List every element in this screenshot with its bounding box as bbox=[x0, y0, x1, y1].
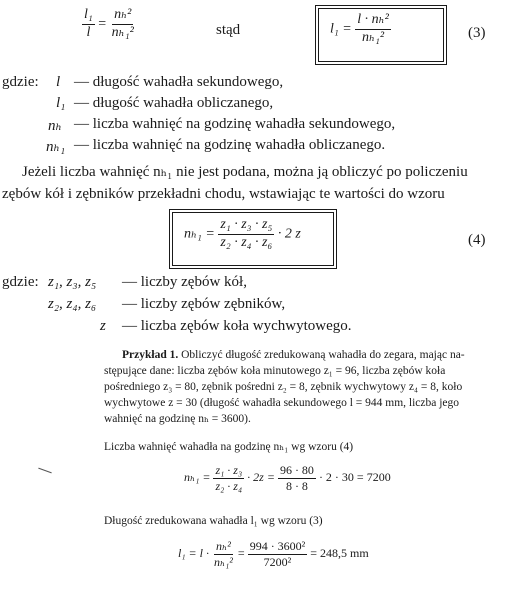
example-calc-1: nₕ₁ = $\frac{\text{z₁ · z₃}}{\text{z₂ · z₄}}$ · 2z = $\frac{96 \cdot 80}{8 \cdot 8}$ · 2 · 30 = 7200 bbox=[184, 463, 391, 493]
where1-text-2: — liczba wahnięć na godzinę wahadła sekundowego, bbox=[74, 116, 396, 132]
where1-text-1: — długość wahadła obliczanego, bbox=[74, 95, 274, 111]
where1-text-3: — liczba wahnięć na godzinę wahadła obliczanego. bbox=[74, 137, 386, 153]
example-first-line bbox=[122, 348, 465, 364]
where1-sym-0: l bbox=[56, 74, 61, 90]
where2-text-0: — liczby zębów kół, bbox=[122, 274, 247, 290]
where1-sym-3: nₕ₁ bbox=[46, 139, 66, 155]
example-title: Przykład 1. bbox=[122, 349, 179, 361]
equation-number-3: (3) bbox=[468, 25, 486, 41]
where2-text-2: — liczba zębów koła wychwytowego. bbox=[122, 318, 352, 334]
where-label-1: gdzie: bbox=[2, 74, 39, 90]
equation-number-4: (4) bbox=[468, 232, 486, 248]
formula-3-left-fraction: $\frac{\text{l₁}}{l}$ = $\frac{\text{nₕ²}}{\text{nₕ₁²}}$ bbox=[84, 7, 134, 40]
example-line-0: Obliczyć długość zredukowaną wahadła do zegara, mając na- bbox=[181, 349, 465, 361]
where2-sym-2: z bbox=[100, 318, 106, 334]
formula-4: nₕ₁ = $\frac{\text{z₁ · z₃ · z₅}}{\text{z₂ · z₄ · z₆}}$ · 2 z bbox=[184, 217, 301, 250]
where-label-2: gdzie: bbox=[2, 274, 39, 290]
example-step-2: Długość zredukowana wahadła l₁ wg wzoru (3) bbox=[104, 515, 323, 527]
example-calc-2: l₁ = l · $\frac{\text{nₕ²}}{\text{nₕ₁²}}$ = $\frac{\text{994 · 3600²}}{\text{7200²}}$ = 248,5 mm bbox=[178, 539, 369, 569]
paragraph-line-1: Jeżeli liczba wahnięć nₕ₁ nie jest podana, można ją obliczyć po policzeniu bbox=[22, 164, 468, 180]
paragraph-line-2: zębów kół i zębników przekładni chodu, wstawiając te wartości do wzoru bbox=[2, 186, 445, 202]
where2-text-1: — liczby zębów zębników, bbox=[122, 296, 286, 312]
example-line-2: pośredniego z₃ = 80, zębnik pośredni z₂ = 8, zębnik wychwytowy z₄ = 8, koło bbox=[104, 381, 463, 393]
where2-sym-0: z₁, z₃, z₅ bbox=[48, 274, 97, 290]
stray-mark bbox=[38, 468, 51, 474]
example-line-3: wychwytowe z = 30 (długość wahadła sekundowego l = 944 mm, liczba jego bbox=[104, 397, 460, 409]
example-step-1: Liczba wahnięć wahadła na godzinę nₕ₁ wg wzoru (4) bbox=[104, 441, 354, 453]
formula-3-boxed: l₁ = $\frac{\text{l · nₕ²}}{\text{nₕ₁²}}$ bbox=[330, 12, 389, 45]
where1-text-0: — długość wahadła sekundowego, bbox=[74, 74, 284, 90]
where1-sym-2: nₕ bbox=[48, 118, 62, 134]
example-line-1: stępujące dane: liczba zębów koła minutowego z₁ = 96, liczba zębów koła bbox=[104, 365, 446, 377]
where1-sym-1: l₁ bbox=[56, 95, 66, 111]
example-line-4: wahnięć na godzinę nₕ = 3600). bbox=[104, 413, 251, 425]
word-stad: stąd bbox=[216, 22, 241, 38]
where2-sym-1: z₂, z₄, z₆ bbox=[48, 296, 97, 312]
